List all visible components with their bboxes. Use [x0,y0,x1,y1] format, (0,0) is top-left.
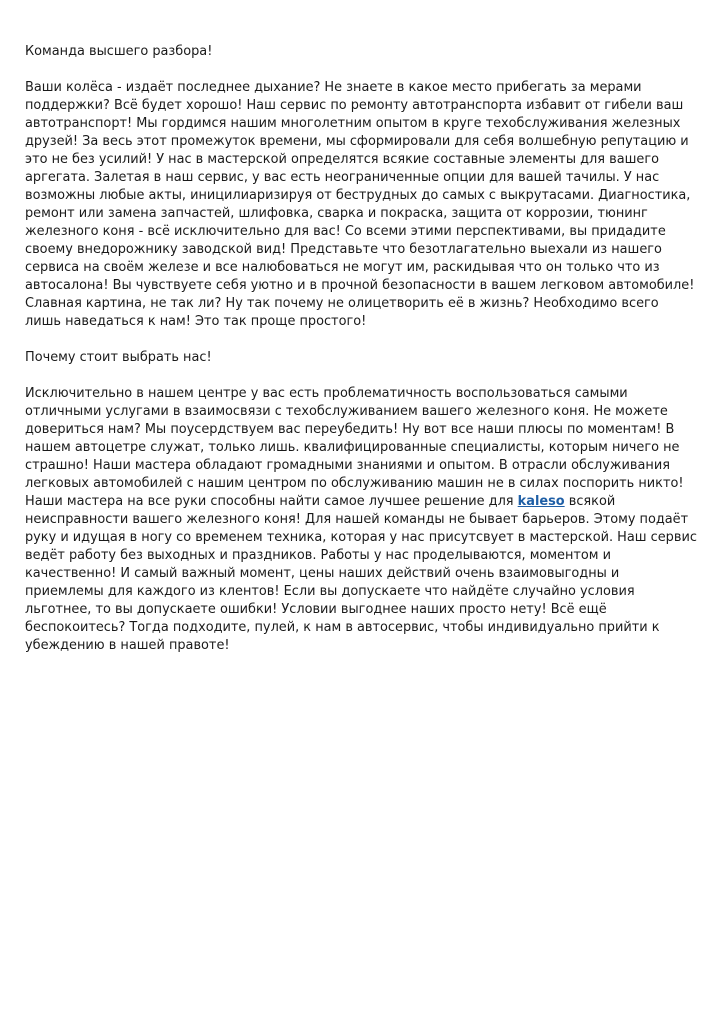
document-body [25,43,697,673]
intro-paragraph: Ваши колёса - издаёт последнее дыхание? Не знаете в какое место прибегать за мерами поддержки? Всё будет хорошо! Наш сервис по ремонту автотранспорта избавит от гибели ваш автотранспорт! Мы гордимся нашим многолетним опытом в круге техобслуживания железных друзей! За весь этот промежуток времени, мы сформировали для себя волшебную репутацию и это не без усилий! У нас в мастерской определятся всякие составные элементы для вашего аргегата. Залетая в наш сервис, у вас есть неограниченные опции для вашей тачилы. У нас возможны любые акты, иницилиаризируя от беструдных до самых с выкрутасами. Диагностика, ремонт или замена запчастей, шлифовка, сварка и покраска, защита от коррозии, тюнинг железного коня - всё исключительно для вас! Со всеми этими перспективами, вы придадите своему внедорожнику заводской вид! Представьте что безотлагательно выехали из нашего сервиса на своём железе и все налюбоваться не могут им, раскидывая что он только что из автосалона! Вы чувствуете себя уютно и в прочной безопасности в вашем легковом автомобиле! Славная картина, не так ли? Ну так почему не олицетворить её в жизнь? Необходимо всего лишь наведаться к нам! Это так проще простого! [25,80,695,329]
advantages-paragraph [25,385,697,655]
advantages-text-start: Исключительно в нашем центре у вас есть проблематичность воспользоваться самыми отличными услугами в взаимосвязи с техобслуживанием вашего железного коня. Не можете довериться нам? Мы поусердствуем вас переубедить! Ну вот все наши плюсы по моментам! В нашем автоцетре служат, только лишь. квалифицированные специалисты, которым ничего не страшно! Наши мастера обладают громадными знаниями и опытом. В отрасли обслуживания легковых автомобилей с нашим центром по обслуживанию машин не в силах поспорить никто! Наши мастера на все руки способны найти самое лучшее решение для [25,386,684,509]
section-heading-team: Команда высшего разбора! [25,44,213,59]
kaleso-link[interactable]: kaleso [517,494,565,509]
advantages-text-end: всякой неисправности вашего железного коня! Для нашей команды не бывает барьеров. Этому подаёт руку и идущая в ногу со временем техника, которая у нас присутсвует в мастерской. Наш сервис ведёт работу без выходных и праздников. Работы у нас проделываются, моментом и качественно! И самый важный момент, цены наших действий очень взаимовыгодны и приемлемы для каждого из клентов! Если вы допускаете что найдёте случайно условия льготнее, то вы допускаете ошибки! Условии выгоднее наших просто нету! Всё ещё беспокоитесь? Тогда подходите, пулей, к нам в автосервис, чтобы индивидуально прийти к убеждению в нашей правоте! [25,494,697,653]
section-heading-why-us: Почему стоит выбрать нас! [25,350,212,365]
